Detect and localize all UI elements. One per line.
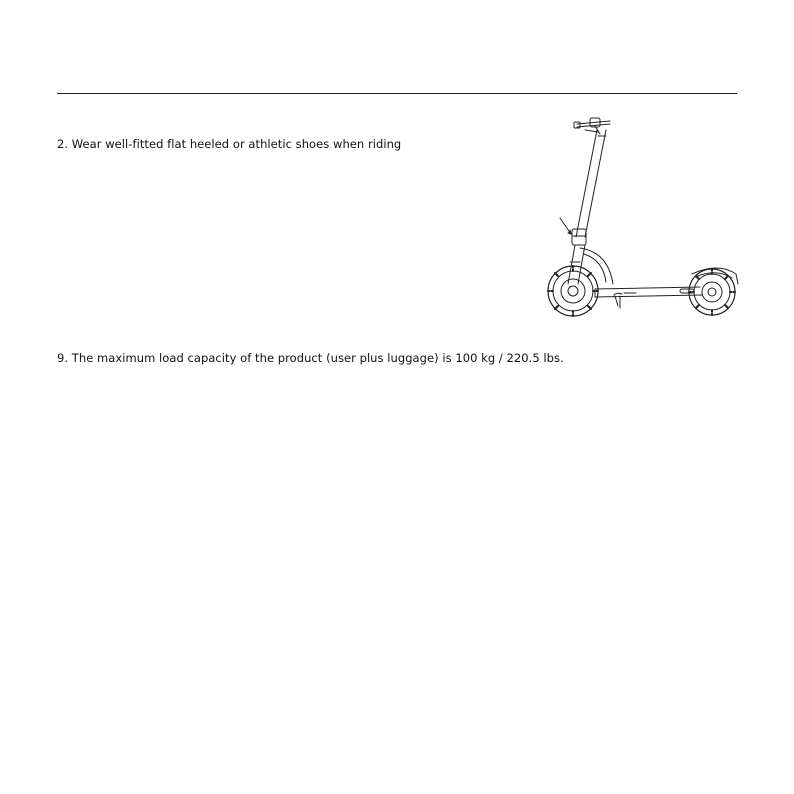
folding-clamp (572, 229, 586, 245)
stem (576, 130, 606, 237)
instruction-load-capacity: 9. The maximum load capacity of the product (user plus luggage) is 100 kg / 220.5 lbs. (57, 351, 564, 365)
electric-scooter-illustration (540, 112, 740, 317)
front-fender (580, 248, 613, 284)
rear-wheel (689, 269, 735, 315)
deck (595, 287, 702, 297)
header-divider (57, 93, 737, 94)
front-fork (568, 245, 585, 284)
instruction-shoes: 2. Wear well-fitted flat heeled or athletic shoes when riding (57, 137, 402, 151)
front-wheel (548, 266, 598, 316)
pointer-arrow-icon (560, 218, 571, 234)
kickstand (614, 293, 636, 308)
handlebar (574, 118, 610, 134)
